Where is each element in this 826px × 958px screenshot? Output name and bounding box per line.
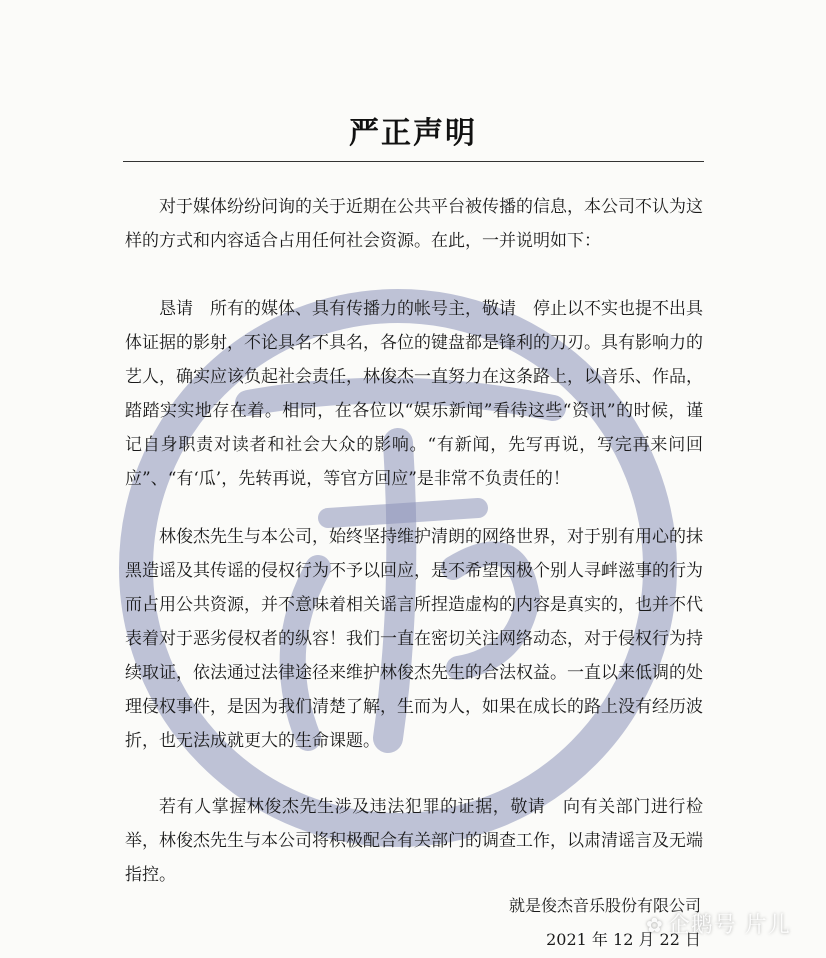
- document-title: 严正声明: [349, 116, 477, 151]
- paragraph-position: 林俊杰先生与本公司，始终坚持维护清朗的网络世界，对于别有用心的抹黑造谣及其传谣的侵权行为不予以回应，是不希望因极个别人寻衅滋事的行为而占用公共资源，并不意味着相关谣言所捏造虚构的内容是真实的，也并不代表着对于恶劣侵权者的纵容！我们一直在密切关注网络动态，对于侵权行为持续取证，依法通过法律途径来维护林俊杰先生的合法权益。一直以来低调的处理侵权事件，是因为我们清楚了解，生而为人，如果在成长的路上没有经历波折，也无法成就更大的生命课题。: [125, 527, 703, 751]
- paragraph-request: 恳请 所有的媒体、具有传播力的帐号主，敬请 停止以不实也提不出具体证据的影射，不论具名不具名，各位的键盘都是锋利的刀刃。具有影响力的艺人，确实应该负起社会责任，林俊杰一直努力在这条路上，以音乐、作品，踏踏实实地存在着。相同，在各位以“娱乐新闻”看待这些“资讯”的时候，谨记自身职责对读者和社会大众的影响。“有新闻，先写再说，写完再来问回应”、“有‘瓜’，先转再说，等官方回应”是非常不负责任的！: [125, 299, 703, 489]
- penguin-paw-icon: ✿: [646, 913, 664, 937]
- paragraph-report: 若有人掌握林俊杰先生涉及违法犯罪的证据，敬请 向有关部门进行检举，林俊杰先生与本公司将积极配合有关部门的调查工作，以肃清谣言及无端指控。: [125, 797, 703, 885]
- paragraph-intro: 对于媒体纷纷问询的关于近期在公共平台被传播的信息，本公司不认为这样的方式和内容适合占用任何社会资源。在此，一并说明如下：: [125, 197, 703, 251]
- platform-watermark-text: 企鹅号 片儿: [667, 913, 791, 938]
- signature-company: 就是俊杰音乐股份有限公司: [508, 896, 701, 915]
- title-divider: [123, 161, 704, 162]
- signature-date: 2021 年 12 月 22 日: [546, 930, 701, 949]
